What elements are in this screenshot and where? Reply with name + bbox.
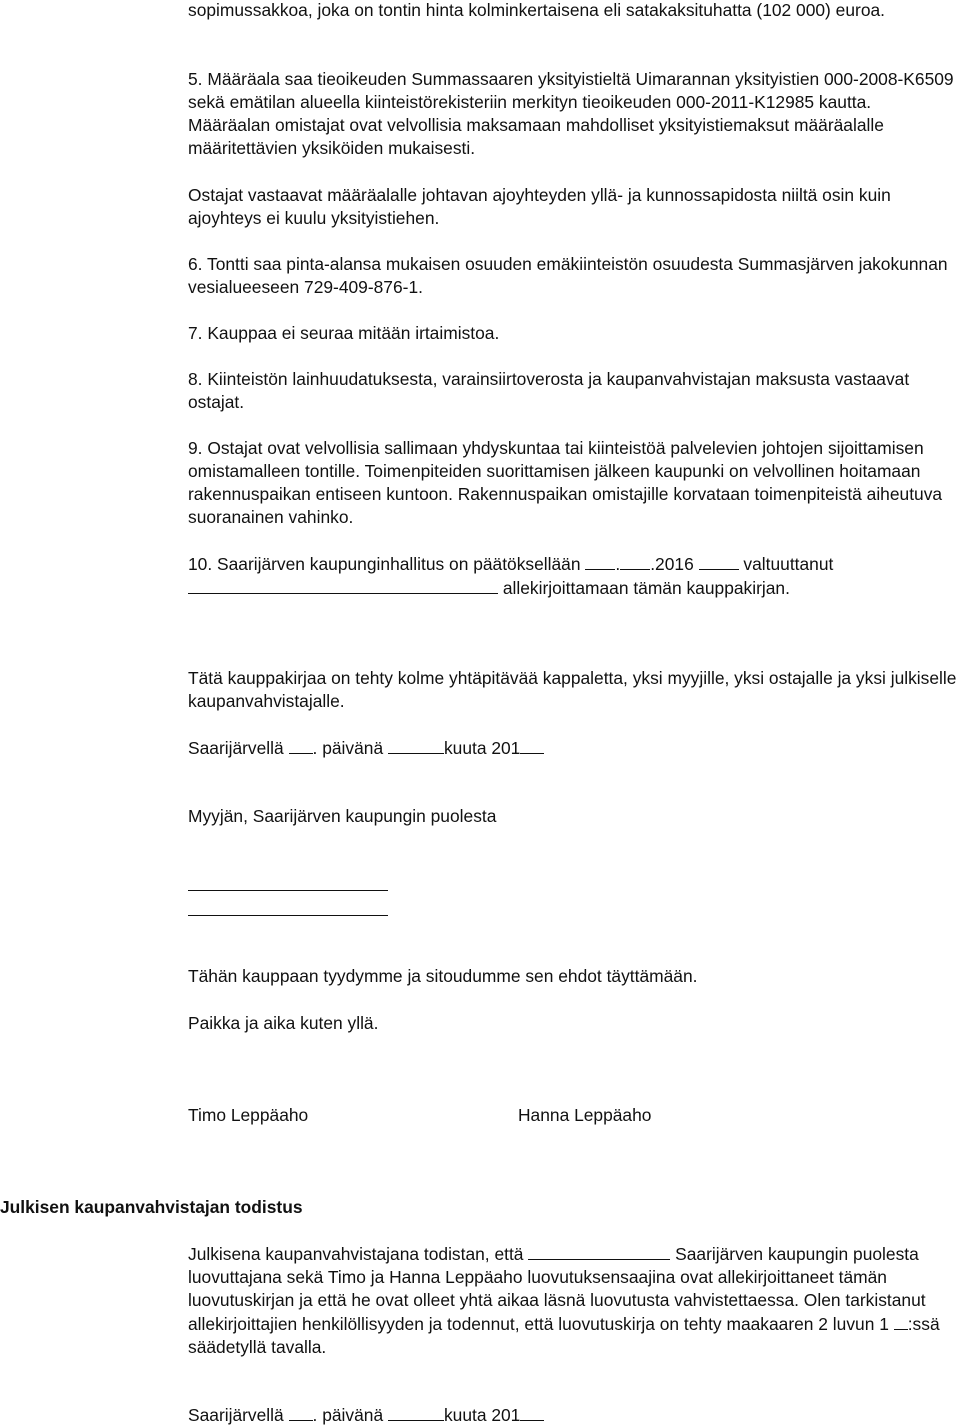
signature-line-1	[188, 890, 388, 891]
signature-line-2	[188, 915, 388, 916]
acceptance-line: Tähän kauppaan tyydymme ja sitoudumme sen ehdot täyttämään.	[188, 966, 698, 986]
paragraph-7: 7. Kauppaa ei seuraa mitään irtaimistoa.	[188, 323, 500, 343]
buyer-name-2: Hanna Leppäaho	[518, 1105, 652, 1125]
blank-date2-day	[289, 1403, 313, 1421]
certificate-heading: Julkisen kaupanvahvistajan todistus	[0, 1197, 303, 1217]
paragraph-10: 10. Saarijärven kaupunginhallitus on päätöksellään . .2016 valtuuttanut allekirjoittamaan tämän kauppakirjan.	[188, 554, 834, 598]
paragraph-8: 8. Kiinteistön lainhuudatuksesta, varainsiirtoverosta ja kaupanvahvistajan maksusta vastaavat ostajat.	[188, 369, 910, 412]
paragraph-copies: Tätä kauppakirjaa on tehty kolme yhtäpitävää kappaletta, yksi myyjille, yksi ostajalle ja yksi julkiselle kaupanvahvistajalle.	[188, 668, 957, 711]
paragraph-9: 9. Ostajat ovat velvollisia sallimaan yhdyskuntaa tai kiinteistöä palvelevien johtojen sijoittamisen omistamalleen tontille. Toimenpiteiden suorittamisen jälkeen kaupunki on velvollinen hoitamaan rakennuspaikan entiseen kuntoon. Rakennuspaikan omistajille korvataan toimenpiteistä aiheutuva suoranainen vahinko.	[188, 438, 943, 527]
blank-section	[699, 552, 739, 570]
blank-date2-month	[388, 1403, 444, 1421]
blank-date-month	[388, 736, 444, 754]
blank-day	[585, 552, 615, 570]
date-line: Saarijärvellä . päivänä kuuta 201	[188, 736, 958, 760]
date-line-2: Saarijärvellä . päivänä kuuta 201	[188, 1403, 958, 1427]
blank-authorized-person	[188, 576, 498, 594]
blank-signer	[528, 1242, 670, 1260]
place-time-line: Paikka ja aika kuten yllä.	[188, 1013, 379, 1033]
paragraph-5-road: Ostajat vastaavat määräalalle johtavan ajoyhteyden yllä- ja kunnossapidosta niiltä osin kuin ajoyhteys ei kuulu yksityistiehen.	[188, 185, 891, 228]
certificate-paragraph: Julkisena kaupanvahvistajana todistan, että Saarijärven kaupungin puolesta luovuttajana sekä Timo ja Hanna Leppäaho luovutuksensaajina ovat allekirjoittaneet tämän luovutuskirjan ja että he ovat olleet yhtä aikaa läsnä luovutusta vahvistettaessa. Olen tarkistanut allekirjoittajien henkilöllisyyden ja todennut, että luovutuskirja on tehty maakaaren 2 luvun 1 :ssä säädetyllä tavalla.	[188, 1244, 940, 1357]
blank-section-sign	[894, 1312, 908, 1330]
buyer-name-1: Timo Leppäaho	[188, 1105, 309, 1125]
blank-date2-year	[520, 1403, 544, 1421]
paragraph-6: 6. Tontti saa pinta-alansa mukaisen osuuden emäkiinteistön osuudesta Summasjärven jakokunnan vesialueeseen 729-409-876-1.	[188, 254, 948, 297]
seller-line: Myyjän, Saarijärven kaupungin puolesta	[188, 806, 497, 826]
blank-month	[620, 552, 650, 570]
blank-date-year	[520, 736, 544, 754]
paragraph-penalty: sopimussakkoa, joka on tontin hinta kolminkertaisena eli satakaksituhatta (102 000) euroa.	[188, 0, 885, 20]
blank-date-day	[289, 736, 313, 754]
paragraph-5: 5. Määräala saa tieoikeuden Summassaaren yksityistieltä Uimarannan yksityistien 000-2008-K6509 sekä emätilan alueella kiinteistörekisteriin merkityn tieoikeuden 000-2011-K12985 kautta. Määräalan omistajat ovat velvollisia maksamaan mahdolliset yksityistiemaksut määräalalle määritettävien yksiköiden mukaisesti.	[188, 69, 954, 158]
